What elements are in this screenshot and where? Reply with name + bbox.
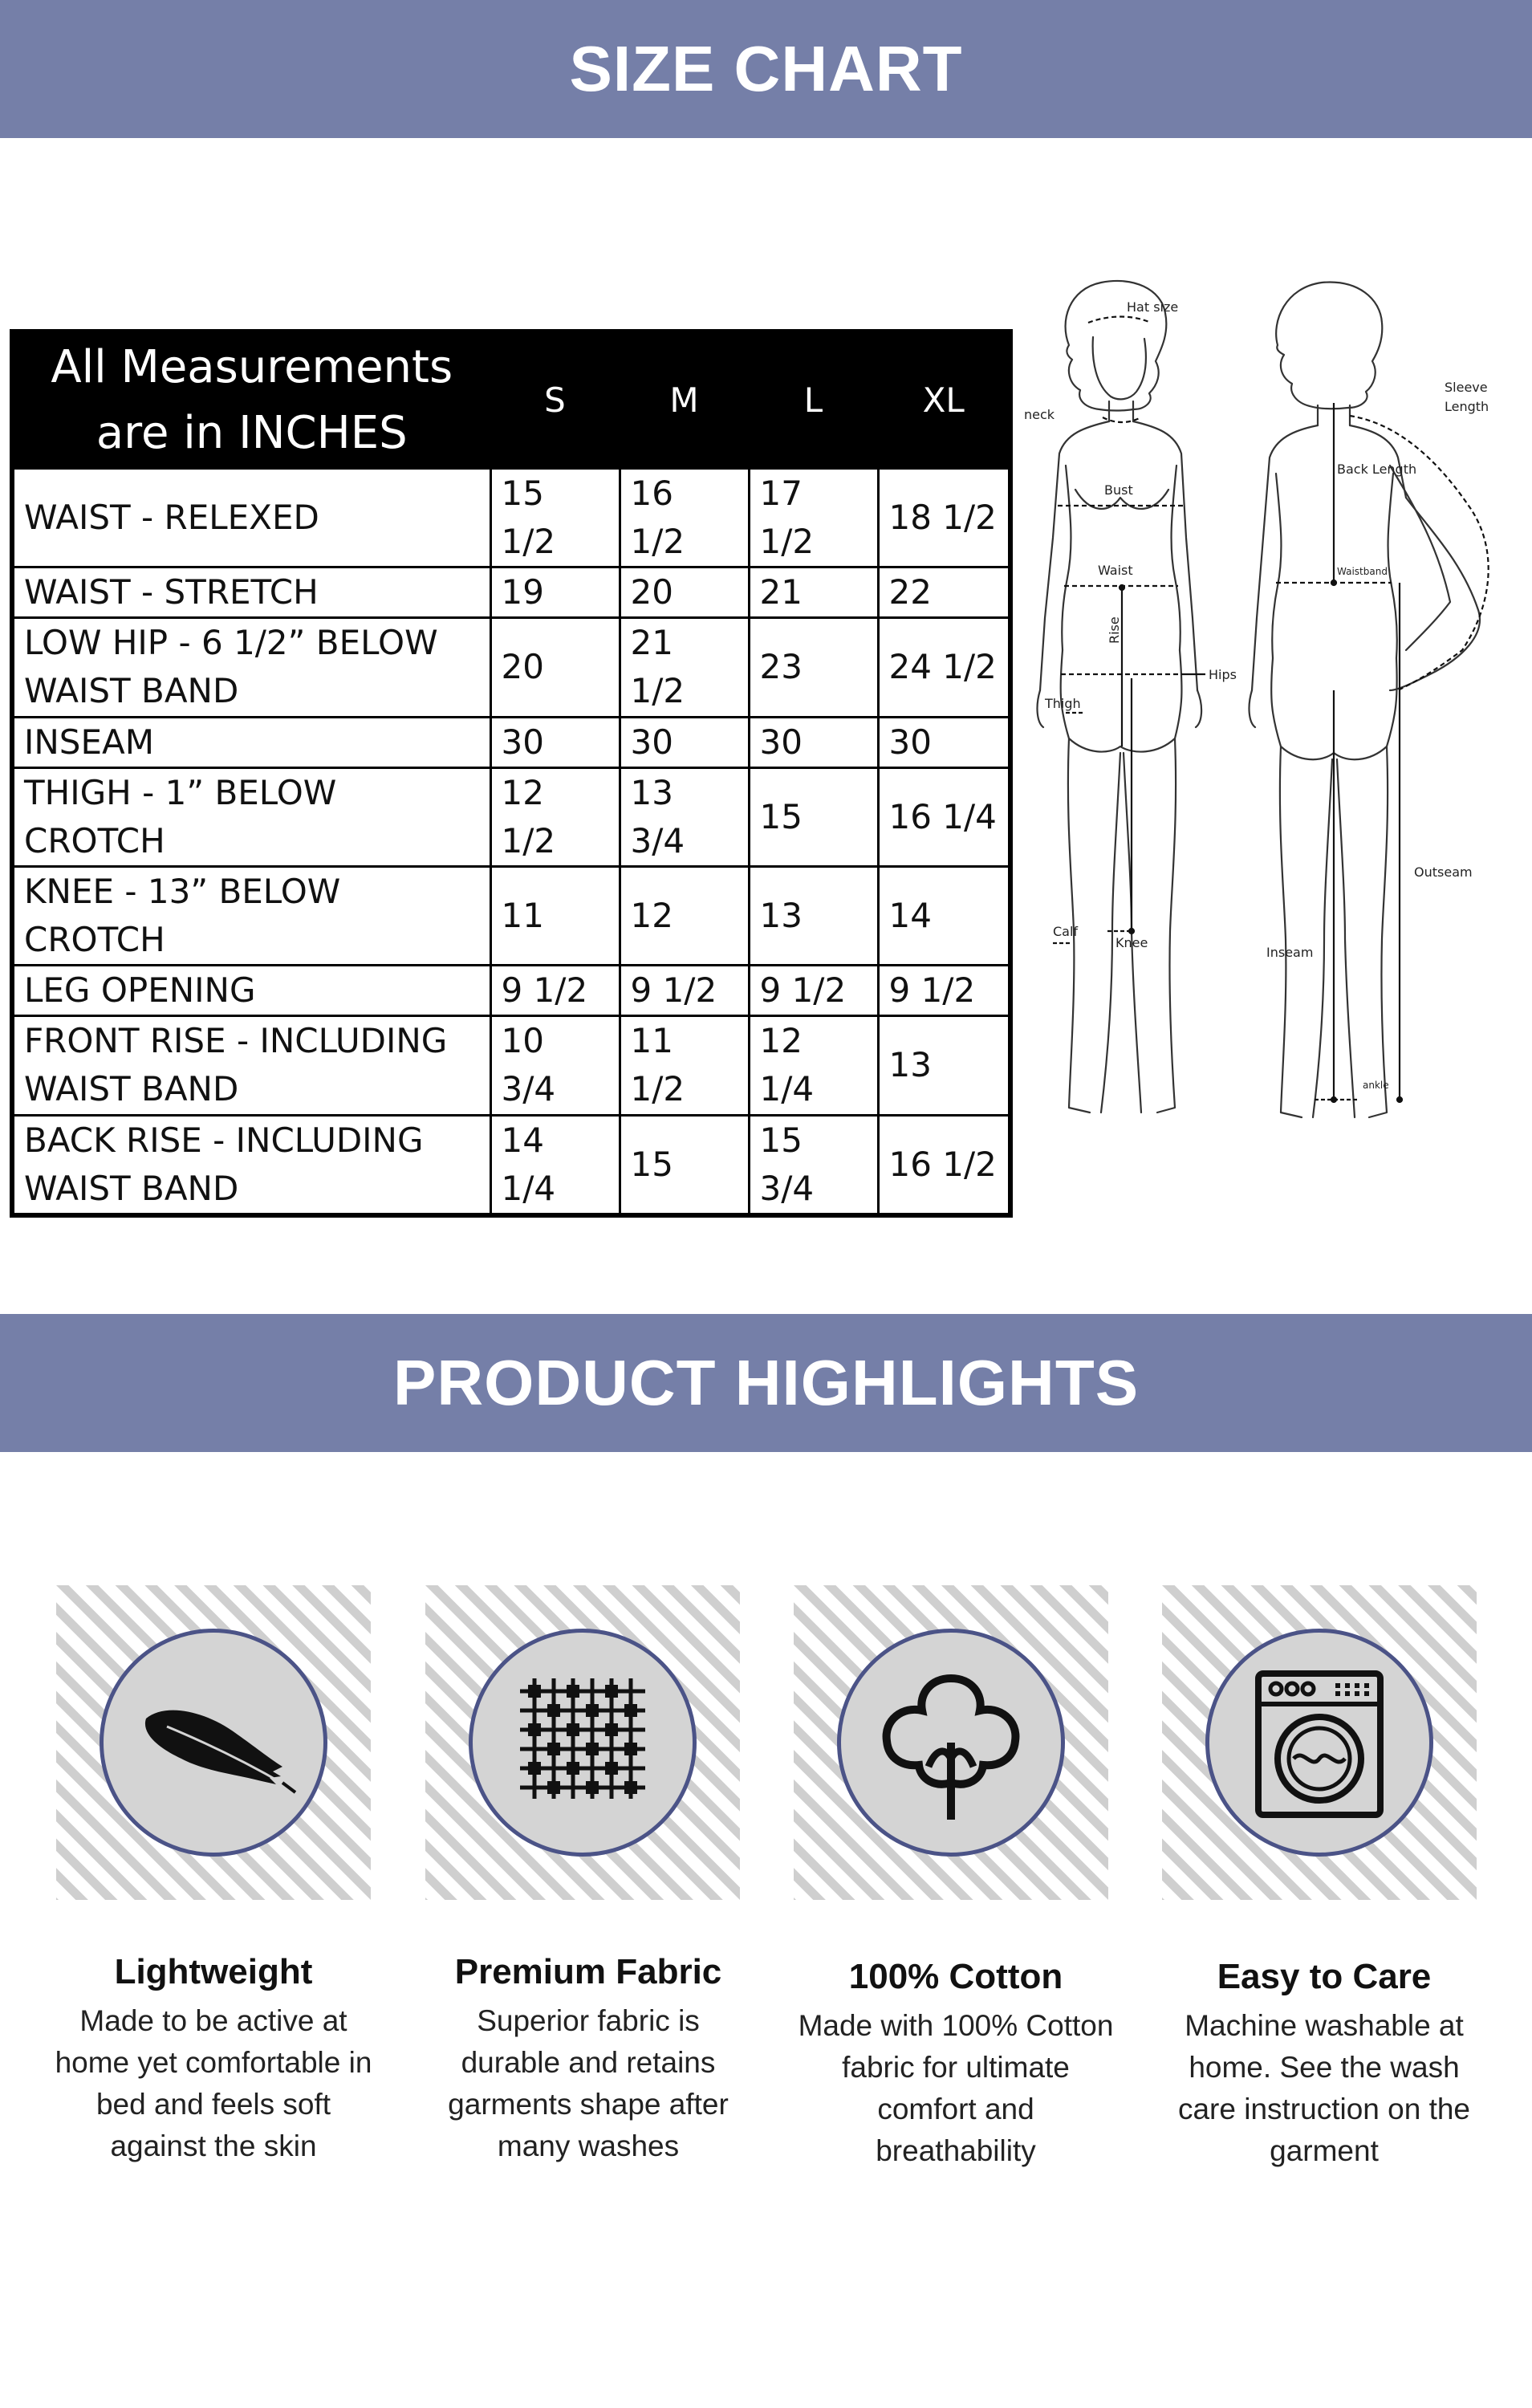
size-value-cell: 14 1/4 — [490, 1115, 620, 1215]
highlight-title-easy-care: Easy to Care — [1217, 1957, 1432, 1996]
cotton-icon — [855, 1646, 1047, 1839]
size-value-cell: 9 1/2 — [878, 965, 1010, 1015]
size-value-cell: 9 1/2 — [749, 965, 878, 1015]
size-value-cell: 30 — [490, 717, 620, 767]
label-hat-size: Hat size — [1127, 299, 1179, 315]
size-chart-table — [10, 329, 1013, 1218]
size-value-cell: 21 — [749, 567, 878, 617]
size-value-cell: 22 — [878, 567, 1010, 617]
table-row — [12, 1115, 1010, 1215]
size-value-cell: 16 1/2 — [620, 468, 749, 567]
size-header-m: M — [620, 332, 749, 468]
product-highlights-banner — [0, 1314, 1532, 1452]
size-value-cell: 17 1/2 — [749, 468, 878, 567]
size-value-cell: 24 1/2 — [878, 617, 1010, 717]
size-value-cell: 16 1/4 — [878, 767, 1010, 866]
size-header-l: L — [749, 332, 878, 468]
row-label: INSEAM — [12, 717, 490, 767]
size-value-cell: 30 — [620, 717, 749, 767]
label-waistband: Waistband — [1337, 566, 1388, 577]
header-title-line2: are in INCHES — [95, 406, 408, 459]
table-row — [12, 717, 1010, 767]
label-back-length: Back Length — [1337, 462, 1417, 477]
table-row — [12, 567, 1010, 617]
size-value-cell: 15 — [749, 767, 878, 866]
table-row — [12, 767, 1010, 866]
table-row — [12, 617, 1010, 717]
label-waist: Waist — [1098, 563, 1133, 578]
size-value-cell: 21 1/2 — [620, 617, 749, 717]
size-value-cell: 14 — [878, 866, 1010, 965]
label-thigh: Thigh — [1045, 696, 1081, 711]
label-inseam: Inseam — [1266, 945, 1314, 960]
highlight-tile-cotton — [794, 1585, 1108, 1900]
label-outseam: Outseam — [1414, 864, 1473, 880]
size-value-cell: 9 1/2 — [490, 965, 620, 1015]
highlight-desc-easy-care: Machine washable at home. See the wash care instruction on the garment — [1177, 2009, 1471, 2167]
row-label: WAIST - RELEXED — [12, 468, 490, 567]
highlight-title-cotton: 100% Cotton — [848, 1957, 1063, 1996]
size-value-cell: 30 — [878, 717, 1010, 767]
header-title-line1: All Measurements — [51, 340, 453, 393]
highlight-tile-easy-care — [1162, 1585, 1477, 1900]
row-label: WAIST - STRETCH — [12, 567, 490, 617]
highlight-title-premium-fabric: Premium Fabric — [454, 1952, 722, 1991]
label-bust: Bust — [1104, 482, 1133, 498]
row-label: THIGH - 1” BELOW CROTCH — [12, 767, 490, 866]
label-hips: Hips — [1209, 667, 1237, 682]
size-table-body — [12, 468, 1010, 1215]
size-value-cell: 30 — [749, 717, 878, 767]
size-value-cell: 19 — [490, 567, 620, 617]
size-value-cell: 13 — [749, 866, 878, 965]
size-value-cell: 11 — [490, 866, 620, 965]
size-value-cell: 10 3/4 — [490, 1015, 620, 1115]
row-label: BACK RISE - INCLUDING WAIST BAND — [12, 1115, 490, 1215]
size-value-cell: 20 — [620, 567, 749, 617]
size-value-cell: 15 — [620, 1115, 749, 1215]
size-value-cell: 12 1/4 — [749, 1015, 878, 1115]
row-label: FRONT RISE - INCLUDING WAIST BAND — [12, 1015, 490, 1115]
row-label: KNEE - 13” BELOW CROTCH — [12, 866, 490, 965]
feather-icon — [117, 1646, 310, 1839]
label-calf: Calf — [1053, 924, 1079, 939]
product-highlights-title: PRODUCT HIGHLIGHTS — [392, 1347, 1140, 1418]
label-rise: Rise — [1107, 616, 1122, 644]
highlight-title-lightweight: Lightweight — [114, 1952, 313, 1991]
table-header-row — [12, 332, 1010, 468]
label-length: Length — [1445, 399, 1489, 414]
size-value-cell: 18 1/2 — [878, 468, 1010, 567]
label-knee: Knee — [1115, 935, 1148, 950]
label-sleeve: Sleeve — [1445, 380, 1488, 395]
label-neck: neck — [1024, 407, 1055, 422]
size-value-cell: 11 1/2 — [620, 1015, 749, 1115]
size-chart-title: SIZE CHART — [569, 33, 963, 104]
highlight-desc-premium-fabric: Superior fabric is durable and retains garments shape after many washes — [448, 2004, 729, 2162]
highlight-desc-cotton: Made with 100% Cotton fabric for ultimate comfort and breathability — [798, 2009, 1114, 2167]
table-row — [12, 1015, 1010, 1115]
highlight-desc-lightweight: Made to be active at home yet comfortable in bed and feels soft against the skin — [55, 2004, 372, 2162]
table-header-title — [12, 332, 490, 468]
fabric-weave-icon — [486, 1646, 679, 1839]
row-label: LOW HIP - 6 1/2” BELOW WAIST BAND — [12, 617, 490, 717]
highlight-tile-premium-fabric — [425, 1585, 740, 1900]
table-row — [12, 468, 1010, 567]
row-label: LEG OPENING — [12, 965, 490, 1015]
table-row — [12, 965, 1010, 1015]
size-value-cell: 15 1/2 — [490, 468, 620, 567]
size-value-cell: 20 — [490, 617, 620, 717]
size-chart-banner — [0, 0, 1532, 138]
size-header-xl: XL — [878, 332, 1010, 468]
size-value-cell: 12 — [620, 866, 749, 965]
size-value-cell: 13 — [878, 1015, 1010, 1115]
size-value-cell: 23 — [749, 617, 878, 717]
size-value-cell: 9 1/2 — [620, 965, 749, 1015]
label-ankle: ankle — [1363, 1080, 1389, 1091]
table-row — [12, 866, 1010, 965]
highlight-tile-lightweight — [56, 1585, 371, 1900]
size-header-s: S — [490, 332, 620, 468]
size-value-cell: 15 3/4 — [749, 1115, 878, 1215]
size-value-cell: 12 1/2 — [490, 767, 620, 866]
body-measurement-figure — [1013, 273, 1526, 1140]
washing-machine-icon — [1223, 1646, 1416, 1839]
size-value-cell: 13 3/4 — [620, 767, 749, 866]
size-value-cell: 16 1/2 — [878, 1115, 1010, 1215]
